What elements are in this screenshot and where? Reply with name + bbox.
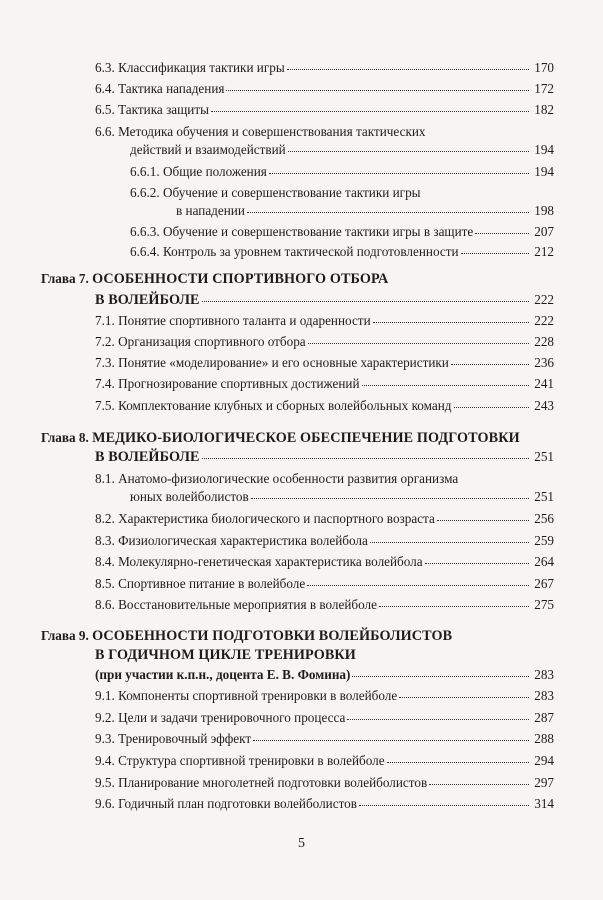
entry-page: 297: [534, 775, 554, 790]
leader-dots: [399, 697, 529, 698]
toc-entry: [95, 355, 554, 371]
leader-dots: [202, 301, 529, 302]
toc-entry: [130, 489, 554, 505]
toc-entry: [130, 224, 554, 240]
entry-text: 9.4. Структура спортивной тренировки в волейболе: [95, 753, 385, 768]
leader-dots: [251, 498, 529, 499]
entry-text: 6.6.4. Контроль за уровнем тактической подготовленности: [130, 244, 459, 259]
entry-text-line1: 6.6. Методика обучения и совершенствования тактических: [95, 124, 426, 139]
entry-page: 294: [534, 753, 554, 768]
entry-text: в нападении: [176, 203, 245, 218]
entry-page: 264: [534, 554, 554, 569]
toc-entry: [95, 775, 554, 791]
entry-text: действий и взаимодействий: [130, 142, 286, 157]
toc-entry: [95, 102, 554, 118]
page-number: 5: [298, 836, 305, 851]
entry-page: 222: [534, 313, 554, 328]
entry-page: 256: [534, 511, 554, 526]
entry-page: 207: [534, 224, 554, 239]
toc-entry: [130, 142, 554, 158]
leader-dots: [247, 212, 529, 213]
leader-dots: [370, 542, 529, 543]
leader-dots: [347, 719, 529, 720]
toc-entry: [95, 334, 554, 350]
entry-page: 182: [534, 102, 554, 117]
entry-page: 222: [534, 292, 554, 307]
toc-entry: [95, 398, 554, 414]
toc-entry: [95, 753, 554, 769]
entry-page: 172: [534, 81, 554, 96]
leader-dots: [308, 343, 529, 344]
leader-dots: [359, 805, 529, 806]
toc-entry: [95, 554, 554, 570]
leader-dots: [269, 173, 529, 174]
entry-text: 6.4. Тактика нападения: [95, 81, 225, 96]
toc-entry: [95, 796, 554, 812]
entry-text: 7.5. Комплектование клубных и сборных волейбольных команд: [95, 398, 452, 413]
entry-text: 9.5. Планирование многолетней подготовки волейболистов: [95, 775, 428, 790]
toc-entry: [95, 81, 554, 97]
leader-dots: [352, 676, 529, 677]
chapter-title: ОСОБЕННОСТИ ПОДГОТОВКИ ВОЛЕЙБОЛИСТОВ: [92, 628, 453, 644]
entry-text: 9.2. Цели и задачи тренировочного процесса: [95, 710, 346, 725]
chapter-label: Глава 7.: [41, 271, 89, 286]
leader-dots: [437, 520, 529, 521]
entry-text: 6.6.1. Общие положения: [130, 164, 267, 179]
toc-entry: [95, 576, 554, 592]
chapter-label: Глава 8.: [41, 430, 89, 445]
entry-text: 9.3. Тренировочный эффект: [95, 731, 252, 746]
leader-dots: [454, 407, 529, 408]
toc-entry: [95, 376, 554, 392]
entry-text-line1: 8.1. Анатомо-физиологические особенности развития организма: [95, 471, 459, 486]
chapter-title: В ВОЛЕЙБОЛЕ: [95, 449, 200, 465]
toc-entry: [95, 533, 554, 549]
toc-entry: [95, 449, 554, 465]
leader-dots: [373, 322, 529, 323]
leader-dots: [226, 90, 529, 91]
chapter-title: ОСОБЕННОСТИ СПОРТИВНОГО ОТБОРА: [92, 271, 389, 287]
entry-text: 6.5. Тактика защиты: [95, 102, 209, 117]
toc-entry: [176, 203, 554, 219]
entry-page: 243: [534, 398, 554, 413]
leader-dots: [211, 111, 529, 112]
entry-page: 259: [534, 533, 554, 548]
entry-page: 288: [534, 731, 554, 746]
chapter-subtitle: (при участии к.п.н., доцента Е. В. Фомина): [95, 667, 351, 682]
toc-entry: [95, 710, 554, 726]
toc-entry: [95, 597, 554, 613]
entry-page: 251: [534, 449, 554, 464]
entry-text: 9.1. Компоненты спортивной тренировки в волейболе: [95, 688, 398, 703]
entry-text: 6.3. Классификация тактики игры: [95, 60, 285, 75]
toc-entry: [95, 667, 554, 683]
entry-page: 283: [534, 688, 554, 703]
toc-entry: [95, 688, 554, 704]
leader-dots: [253, 740, 529, 741]
entry-page: 194: [534, 164, 554, 179]
entry-text-line1: 6.6.2. Обучение и совершенствование тактики игры: [130, 185, 421, 200]
entry-page: 194: [534, 142, 554, 157]
entry-text: 7.4. Прогнозирование спортивных достижений: [95, 376, 360, 391]
entry-text: 7.2. Организация спортивного отбора: [95, 334, 306, 349]
entry-text: 8.4. Молекулярно-генетическая характеристика волейбола: [95, 554, 423, 569]
entry-page: 314: [534, 796, 554, 811]
entry-page: 241: [534, 376, 554, 391]
entry-page: 267: [534, 576, 554, 591]
chapter-heading: [41, 271, 388, 287]
leader-dots: [475, 233, 529, 234]
toc-entry: [95, 731, 554, 747]
leader-dots: [429, 784, 529, 785]
entry-text: 8.6. Восстановительные мероприятия в волейболе: [95, 597, 377, 612]
entry-text: 6.6.3. Обучение и совершенствование тактики игры в защите: [130, 224, 474, 239]
entry-text: 8.3. Физиологическая характеристика волейбола: [95, 533, 368, 548]
chapter-title-line2: [95, 647, 356, 663]
entry-text: 8.2. Характеристика биологического и паспортного возраста: [95, 511, 435, 526]
leader-dots: [425, 563, 529, 564]
entry-text: 7.3. Понятие «моделирование» и его основные характеристики: [95, 355, 449, 370]
chapter-title: В ГОДИЧНОМ ЦИКЛЕ ТРЕНИРОВКИ: [95, 647, 356, 663]
entry-page: 228: [534, 334, 554, 349]
entry-page: 170: [534, 60, 554, 75]
entry-text: 9.6. Годичный план подготовки волейболистов: [95, 796, 358, 811]
entry-page: 275: [534, 597, 554, 612]
toc-entry: [130, 244, 554, 260]
entry-page: 236: [534, 355, 554, 370]
toc-entry: [95, 60, 554, 76]
toc-entry: [130, 164, 554, 180]
chapter-heading: [41, 628, 452, 644]
chapter-heading: [41, 430, 520, 446]
leader-dots: [288, 151, 529, 152]
entry-page: 212: [534, 244, 554, 259]
chapter-title: МЕДИКО-БИОЛОГИЧЕСКОЕ ОБЕСПЕЧЕНИЕ ПОДГОТОВКИ: [92, 430, 520, 446]
entry-page: 287: [534, 710, 554, 725]
entry-page: 283: [534, 667, 554, 682]
chapter-title: В ВОЛЕЙБОЛЕ: [95, 292, 200, 308]
leader-dots: [461, 253, 529, 254]
entry-text: 7.1. Понятие спортивного таланта и одаренности: [95, 313, 371, 328]
toc-entry: [95, 313, 554, 329]
entry-page: 198: [534, 203, 554, 218]
entry-text: 8.5. Спортивное питание в волейболе: [95, 576, 306, 591]
leader-dots: [379, 606, 529, 607]
entry-page: 251: [534, 489, 554, 504]
leader-dots: [451, 364, 529, 365]
leader-dots: [287, 69, 529, 70]
toc-entry: [95, 511, 554, 527]
toc-entry: [95, 292, 554, 308]
leader-dots: [387, 762, 529, 763]
leader-dots: [307, 585, 529, 586]
chapter-label: Глава 9.: [41, 628, 89, 643]
entry-text: юных волейболистов: [130, 489, 249, 504]
leader-dots: [362, 385, 529, 386]
leader-dots: [202, 458, 529, 459]
